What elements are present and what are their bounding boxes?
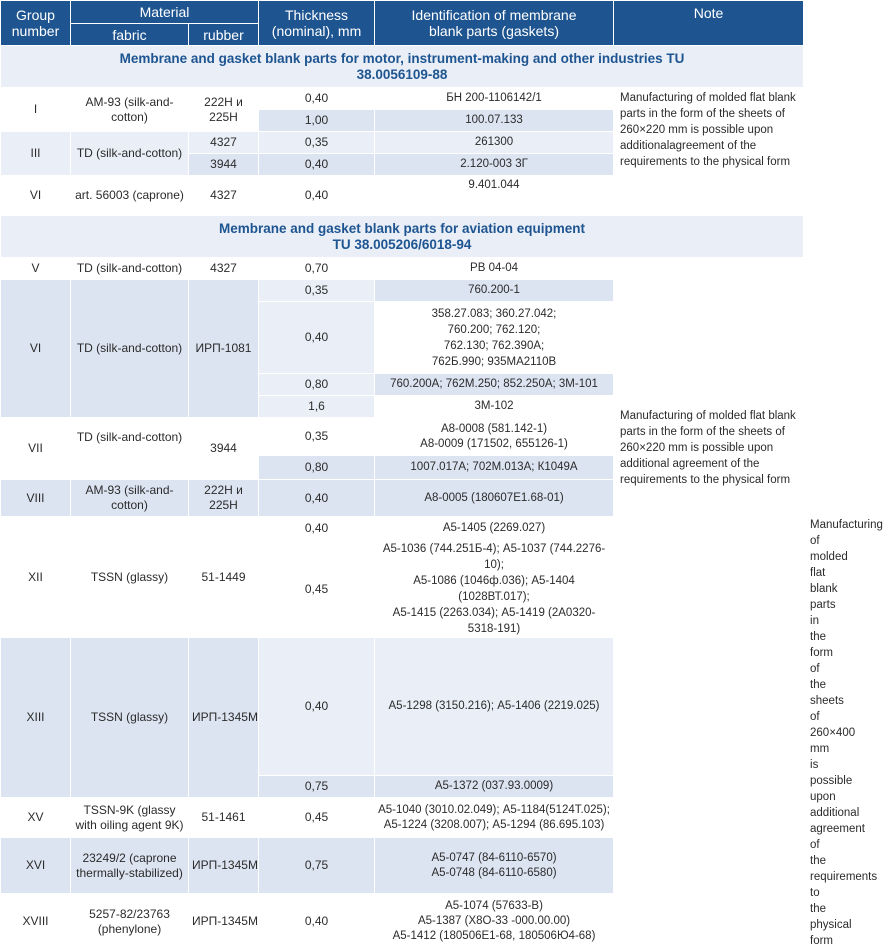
fabric-cell: TD (silk-and-cotton): [71, 132, 189, 176]
thickness-cell: 0,80: [259, 456, 375, 480]
group-number: VI: [1, 176, 71, 216]
fabric-cell: TD (silk-and-cotton): [71, 258, 189, 280]
identification-cell: РВ 04-04: [375, 258, 614, 280]
identification-cell: 3М-102: [375, 396, 614, 418]
thickness-cell: 0,35: [259, 418, 375, 456]
identification-cell: 2.120-003 3Г: [375, 154, 614, 176]
header-thickness: Thickness (nominal), mm: [259, 1, 375, 46]
identification-cell: А5-0747 (84-6110-6570) А5-0748 (84-6110-6580): [375, 838, 614, 894]
rubber-cell: 3944: [189, 418, 259, 480]
group-number: XII: [1, 517, 71, 638]
fabric-cell: TSSN-9K (glassy with oiling agent 9K): [71, 798, 189, 838]
rubber-cell: ИРП-1345М: [189, 838, 259, 894]
group-number: XV: [1, 798, 71, 838]
thickness-cell: 1,00: [259, 110, 375, 132]
identification-cell: А5-1040 (3010.02.049); А5-1184(5124Т.025); А5-1224 (3208.007); А5-1294 (86.695.103): [375, 798, 614, 838]
group-number: XIII: [1, 638, 71, 798]
header-material: Material: [71, 1, 259, 24]
thickness-cell: 0,45: [259, 541, 375, 638]
rubber-cell: 4327: [189, 132, 259, 154]
identification-cell: А5-1405 (2269.027): [375, 517, 614, 541]
thickness-cell: 0,40: [259, 176, 375, 216]
thickness-cell: 1,6: [259, 396, 375, 418]
fabric-cell: TD (silk-and-cotton): [71, 418, 189, 480]
identification-cell: А5-1298 (3150.216); А5-1406 (2219.025): [375, 638, 614, 776]
header-group-number: Group number: [1, 1, 71, 46]
thickness-cell: 0,35: [259, 132, 375, 154]
rubber-cell: ИРП-1345М: [189, 894, 259, 950]
group-number: XVIII: [1, 894, 71, 950]
rubber-cell: 51-1461: [189, 798, 259, 838]
identification-cell: А8-0008 (581.142-1) А8-0009 (171502, 655126-1): [375, 418, 614, 456]
identification-cell: А5-1036 (744.251Б-4); А5-1037 (744.2276-10); А5-1086 (1046ф.036); А5-1404 (1028ВТ.017); А5-1415 (2263.034); А5-1419 (2А0320-5318-191): [375, 541, 614, 638]
header-identification: Identification of membrane blank parts (gaskets): [375, 1, 614, 46]
identification-cell: БН 200-1106142/1: [375, 88, 614, 110]
header-fabric: fabric: [71, 24, 189, 46]
rubber-cell: 4327: [189, 258, 259, 280]
note-cell: Manufacturing of molded flat blank parts in the form of the sheets of 260×220 mm is possible upon additionalagreement of the requirements to the physical form: [614, 88, 804, 216]
rubber-cell: 4327: [189, 176, 259, 216]
thickness-cell: 0,75: [259, 838, 375, 894]
identification-cell: А8-0005 (180607Е1.68-01): [375, 480, 614, 517]
thickness-cell: 0,40: [259, 88, 375, 110]
identification-cell: 760.200-1: [375, 280, 614, 302]
group-number: VI: [1, 280, 71, 418]
fabric-cell: AM-93 (silk-and-cotton): [71, 88, 189, 132]
identification-cell: 358.27.083; 360.27.042; 760.200; 762.120; 762.130; 762.390А; 762Б.990; 935МА2110В: [375, 302, 614, 374]
thickness-cell: 0,45: [259, 798, 375, 838]
fabric-cell: art. 56003 (caprone): [71, 176, 189, 216]
identification-cell: 1007.017А; 702М.013А; К1049А: [375, 456, 614, 480]
identification-cell: А5-1074 (57633-В) А5-1387 (Х8О-33 -000.00.00) А5-1412 (180506Е1-68, 180506Ю4-68): [375, 894, 614, 950]
thickness-cell: 0,40: [259, 517, 375, 541]
thickness-cell: 0,35: [259, 280, 375, 302]
fabric-cell: 23249/2 (caprone thermally-stabilized): [71, 838, 189, 894]
header-note: Note: [614, 1, 804, 46]
thickness-cell: 0,80: [259, 374, 375, 396]
fabric-cell: TSSN (glassy): [71, 638, 189, 798]
thickness-cell: 0,75: [259, 776, 375, 798]
note-cell: Manufacturing of molded flat blank parts in the form of the sheets of 260×220 mm is possible upon additional agreement of the requirements to the physical form: [614, 258, 804, 638]
fabric-cell: 5257-82/23763 (phenylone): [71, 894, 189, 950]
group-number: XVI: [1, 838, 71, 894]
group-number: I: [1, 88, 71, 132]
fabric-cell: TD (silk-and-cotton): [71, 280, 189, 418]
rubber-cell: 51-1449: [189, 517, 259, 638]
rubber-cell: 222Н и 225Н: [189, 88, 259, 132]
identification-cell: 9.401.044: [375, 176, 614, 216]
rubber-cell: ИРП-1345М: [189, 638, 259, 798]
group-number: V: [1, 258, 71, 280]
group-number: VIII: [1, 480, 71, 517]
thickness-cell: 0,70: [259, 258, 375, 280]
thickness-cell: 0,40: [259, 894, 375, 950]
thickness-cell: 0,40: [259, 480, 375, 517]
rubber-cell: 222Н и 225Н: [189, 480, 259, 517]
identification-cell: 261300: [375, 132, 614, 154]
identification-cell: 760.200А; 762М.250; 852.250А; 3М-101: [375, 374, 614, 396]
thickness-cell: 0,40: [259, 154, 375, 176]
identification-cell: А5-1372 (037.93.0009): [375, 776, 614, 798]
identification-cell: 100.07.133: [375, 110, 614, 132]
group-number: III: [1, 132, 71, 176]
thickness-cell: 0,40: [259, 638, 375, 776]
section-title-aviation: Membrane and gasket blank parts for aviation equipment TU 38.005206/6018-94: [1, 216, 804, 258]
fabric-cell: AM-93 (silk-and-cotton): [71, 480, 189, 517]
section-title-industry: Membrane and gasket blank parts for motor, instrument-making and other industries TU 38.0056109-88: [1, 46, 804, 88]
thickness-cell: 0,40: [259, 302, 375, 374]
fabric-cell: TSSN (glassy): [71, 517, 189, 638]
header-rubber: rubber: [189, 24, 259, 46]
group-number: VII: [1, 418, 71, 480]
rubber-cell: ИРП-1081: [189, 280, 259, 418]
rubber-cell: 3944: [189, 154, 259, 176]
gasket-spec-table: Group number Material Thickness (nominal), mm Identification of membrane blank parts (gaskets) Note fabric rubber Membrane and gasket blank parts for motor, instrument-making and other industries TU 38.0056109-88 I AM-93 (silk-and-cotton) 222Н и 225Н 0,40 БН 200-1106142/1 Manufacturing of molded flat blank parts in the form of the sheets of 260×220 mm is possible upon additionalagreement of the requirements to the physical form 1,00 100.07.133 III TD (silk-and-cotton) 4327 0,35 261300 3944 0,40 2.120-003 3Г VI art. 56003 (caprone) 4327 0,40 9.401.044 Membrane and gasket blank parts for aviation equipment TU 38.005206/6018-94 V TD (silk-and-cotton) 4327 0,70 РВ 04-04 Manufacturing of molded flat blank parts in the form of the sheets of 260×220 mm is possible upon additional agreement of the requirements to the physical form VI TD (silk-and-cotton) ИРП-1081 0,35 760.200-1 0,40 358.27.083; 360.27.042; 760.200; 762.120; 762.130; 762.390А; 762Б.990; 935МА2110В 0,80 760.200А; 762М.250; 852.250А; 3М-101 1,6 3М-102 VII TD (silk-and-cotton) 3944 0,35 А8-0008 (581.142-1) А8-0009 (171502, 655126-1) 0,80 1007.017А; 702М.013А; К1049А VIII AM-93 (silk-and-cotton) 222Н и 225Н 0,40 А8-0005 (180607Е1.68-01) XII TSSN (glassy) 51-1449 0,40 А5-1405 (2269.027) Manufacturing of molded flat blank parts in the form of the sheets of 260×400 mm is possible upon additional agreement of the requirements to the physical form 0,45 А5-1036 (744.251Б-4); А5-1037 (744.2276-10); А5-1086 (1046ф.036); А5-1404 (1028ВТ.017); А5-1415 (2263.034); А5-1419 (2А0320-5318-191) XIII TSSN (glassy) ИРП-1345М 0,40 А5-1298 (3150.216); А5-1406 (2219.025) 0,75 А5-1372 (037.93.0009) XV TSSN-9K (glassy with oiling agent 9K) 51-1461 0,45 А5-1040 (3010.02.049); А5-1184(5124Т.025); А5-1224 (3208.007); А5-1294 (86.695.103) XVI 23249/2 (caprone thermally-stabilized) ИРП-1345М 0,75 А5-0747 (84-6110-6570) А5-0748 (84-6110-6580) XVIII 5257-82/23763 (phenylone) ИРП-1345М 0,40 А5-1074 (57633-В) А5-1387 (Х8О-33 -000.00.00) А5-1412 (180506Е1-68, 180506Ю4-68): [0, 0, 804, 950]
